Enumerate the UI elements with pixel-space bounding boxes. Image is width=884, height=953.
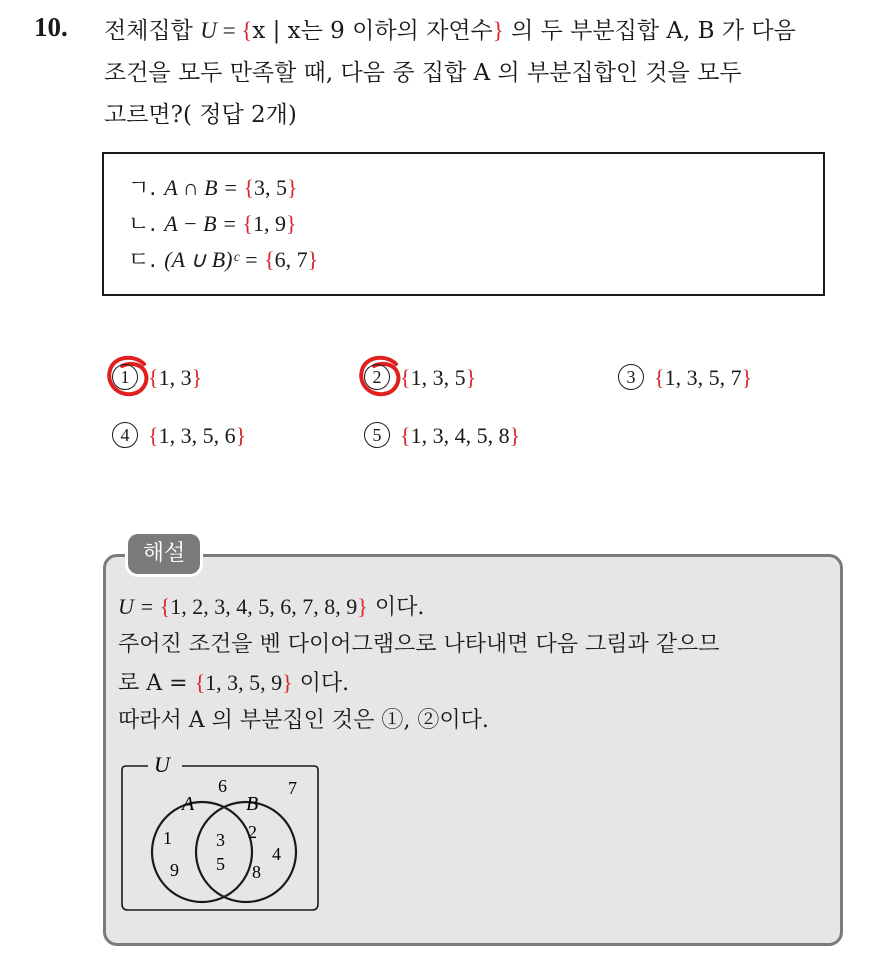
brace-open: { — [242, 211, 253, 236]
set-b-circle — [196, 802, 296, 902]
universe-set: 1, 2, 3, 4, 5, 6, 7, 8, 9 — [170, 594, 358, 619]
venn-element: 1 — [163, 828, 172, 848]
condition-row — [128, 170, 298, 206]
brace-open: { — [159, 594, 171, 619]
choice-3[interactable] — [618, 358, 752, 398]
venn-element: 8 — [252, 862, 261, 882]
explanation-line-2: 주어진 조건을 벤 다이어그램으로 나타내면 다음 그림과 같으므 — [118, 632, 720, 657]
brace-open: { — [654, 365, 665, 390]
condition-row — [128, 206, 297, 242]
venn-diagram — [118, 748, 328, 918]
condition-expression: A − B = — [164, 211, 243, 236]
brace-close: } — [492, 18, 504, 43]
choice-number-2: 2 — [364, 364, 390, 390]
explanation-prefix: 로 A = — [118, 671, 195, 696]
brace-close: } — [741, 365, 753, 390]
choice-set: 1, 3, 5, 6 — [158, 423, 236, 448]
conditions-box — [102, 152, 825, 296]
brace-close: } — [285, 211, 297, 236]
brace-open: { — [264, 247, 275, 272]
explanation-line-1 — [118, 588, 424, 626]
problem-number: 10. — [34, 12, 68, 42]
brace-close: } — [307, 247, 319, 272]
choice-4[interactable] — [112, 416, 246, 456]
condition-label: ㄴ. — [128, 212, 157, 237]
universe-symbol: U — [200, 18, 217, 43]
condition-label: ㄱ. — [128, 176, 157, 201]
venn-element: 5 — [216, 854, 225, 874]
choice-number-4: 4 — [112, 422, 138, 448]
choice-set: 1, 3, 5, 7 — [664, 365, 742, 390]
question-line-1-b: 의 두 부분집합 A, B 가 다음 — [503, 18, 796, 44]
choice-number-5: 5 — [364, 422, 390, 448]
condition-set: 6, 7 — [274, 247, 308, 272]
explanation-suffix: 이다. — [292, 671, 350, 696]
set-a-circle — [152, 802, 252, 902]
condition-row — [128, 242, 318, 278]
choice-set: 1, 3 — [158, 365, 192, 390]
brace-open: { — [400, 365, 411, 390]
question-line-1-a: 전체집합 — [104, 18, 201, 44]
brace-close: } — [235, 423, 247, 448]
brace-open: { — [241, 18, 253, 43]
venn-element: 7 — [288, 778, 297, 798]
set-a-label: A — [182, 793, 195, 815]
brace-open: { — [148, 423, 159, 448]
question-line-3: 고르면?( 정답 2개) — [104, 102, 297, 128]
condition-set: 1, 9 — [252, 211, 286, 236]
brace-close: } — [357, 594, 368, 619]
set-b-label: B — [246, 793, 259, 815]
brace-close: } — [509, 423, 521, 448]
choice-number-1: 1 — [112, 364, 138, 390]
brace-close: } — [282, 670, 293, 695]
choice-2[interactable] — [364, 358, 476, 398]
question-line-2: 조건을 모두 만족할 때, 다음 중 집합 A 의 부분집합인 것을 모두 — [104, 60, 742, 86]
choice-5[interactable] — [364, 416, 520, 456]
venn-element: 6 — [218, 776, 227, 796]
choice-set: 1, 3, 5 — [410, 365, 466, 390]
venn-element: 9 — [170, 860, 179, 880]
brace-close: } — [287, 175, 298, 200]
choice-set: 1, 3, 4, 5, 8 — [410, 423, 510, 448]
venn-element: 3 — [216, 830, 225, 850]
question-line-1 — [104, 10, 864, 52]
set-a-elements: 1, 3, 5, 9 — [205, 670, 283, 695]
venn-element: 4 — [272, 844, 281, 864]
choice-number-3: 3 — [618, 364, 644, 390]
choice-1[interactable] — [112, 358, 202, 398]
explanation-line-4: 따라서 A 의 부분집인 것은 ①, ②이다. — [118, 708, 489, 733]
brace-open: { — [194, 670, 206, 695]
question-text — [104, 10, 864, 136]
explanation-suffix: 이다. — [367, 595, 425, 620]
equals-sign: = — [216, 18, 242, 43]
brace-open: { — [148, 365, 159, 390]
brace-close: } — [465, 365, 477, 390]
brace-open: { — [400, 423, 411, 448]
explanation-line-3 — [118, 664, 349, 702]
brace-close: } — [191, 365, 203, 390]
universe-equation: U = — [118, 594, 160, 619]
explanation-tab: 해설 — [128, 534, 200, 574]
condition-set: 3, 5 — [254, 175, 288, 200]
condition-label: ㄷ. — [128, 248, 157, 273]
condition-expression: (A ∪ B)ᶜ = — [164, 247, 265, 272]
brace-open: { — [243, 175, 255, 200]
universe-definition: x | x는 9 이하의 자연수 — [252, 18, 493, 44]
condition-expression: A ∩ B = — [164, 175, 244, 200]
venn-element: 2 — [248, 822, 257, 842]
universe-label: U — [154, 752, 170, 777]
